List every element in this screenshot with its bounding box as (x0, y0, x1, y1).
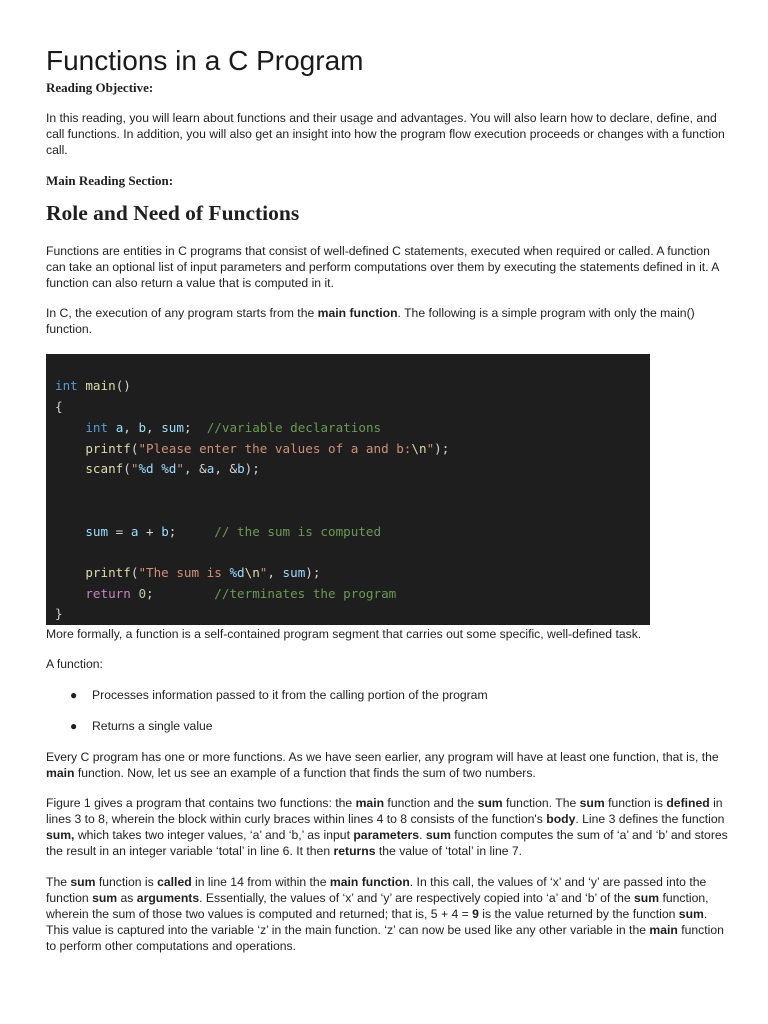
code-block (46, 354, 650, 625)
main-section-heading: Main Reading Section: (46, 173, 174, 188)
paragraph-figure-1: Figure 1 gives a program that contains two functions: the main function and the sum function. The sum function is defined in lines 3 to 8, wherein the block within curly braces within lines 4 to 8 consists of the function's body. Line 3 defines the function sum, which takes two integer values, ‘a’ and ‘b,’ as input parameters. sum function computes the sum of ‘a’ and ‘b’ and stores the result in an integer variable ‘total’ in line 6. It then returns the value of ‘total’ in line 7. (46, 796, 728, 858)
paragraph-formally: More formally, a function is a self-contained program segment that carries out some specific, well-defined task. (46, 627, 642, 641)
reading-objective-heading: Reading Objective: (46, 80, 154, 95)
paragraph-functions: Functions are entities in C programs that consist of well-defined C statements, executed when required or called. A function can take an optional list of input parameters and perform computations over them by executing the statements defined in it. A function can also return a value that is computed in it. (46, 244, 719, 290)
code-line: scanf("%d %d", &a, &b); (85, 461, 260, 476)
code-line: return 0; //terminates the program (85, 586, 397, 601)
code-line: { (55, 399, 63, 414)
paragraph-sum-called: The sum function is called in line 14 from within the main function. In this call, the values of ‘x’ and ‘y’ are passed into the function sum as arguments. Essentially, the values of ‘x’ and ‘y’ are respectively copied into ‘a’ and ‘b’ of the sum function, wherein the sum of those two values is computed and returned; that is, 5 + 4 = 9 is the value returned by the function sum. This value is captured into the variable ‘z’ in the main function. ‘z’ can now be used like any other variable in the main function to perform other computations and operations. (46, 875, 724, 953)
section-title: Role and Need of Functions (46, 201, 300, 225)
code-line: sum = a + b; // the sum is computed (85, 524, 382, 539)
a-function-label: A function: (46, 657, 103, 671)
code-line: } (55, 606, 63, 621)
paragraph-every-program: Every C program has one or more functions. As we have seen earlier, any program will have at least one function, that is, the main function. Now, let us see an example of a function that finds the sum of two numbers. (46, 750, 719, 780)
page-title: Functions in a C Program (46, 45, 364, 76)
code-line: printf("Please enter the values of a and b:\n"); (85, 441, 450, 456)
paragraph-main-function: In C, the execution of any program starts from the main function. The following is a simple program with only the main() function. (46, 306, 695, 336)
code-line: printf("The sum is %d\n", sum); (85, 565, 321, 580)
reading-objective-text: In this reading, you will learn about functions and their usage and advantages. You will also learn how to declare, define, and call functions. In addition, you will also get an insight into how the program flow execution proceeds or changes with a function call. (46, 111, 725, 157)
code-line: int main() (55, 378, 131, 393)
code-line: int a, b, sum; //variable declarations (85, 420, 382, 435)
